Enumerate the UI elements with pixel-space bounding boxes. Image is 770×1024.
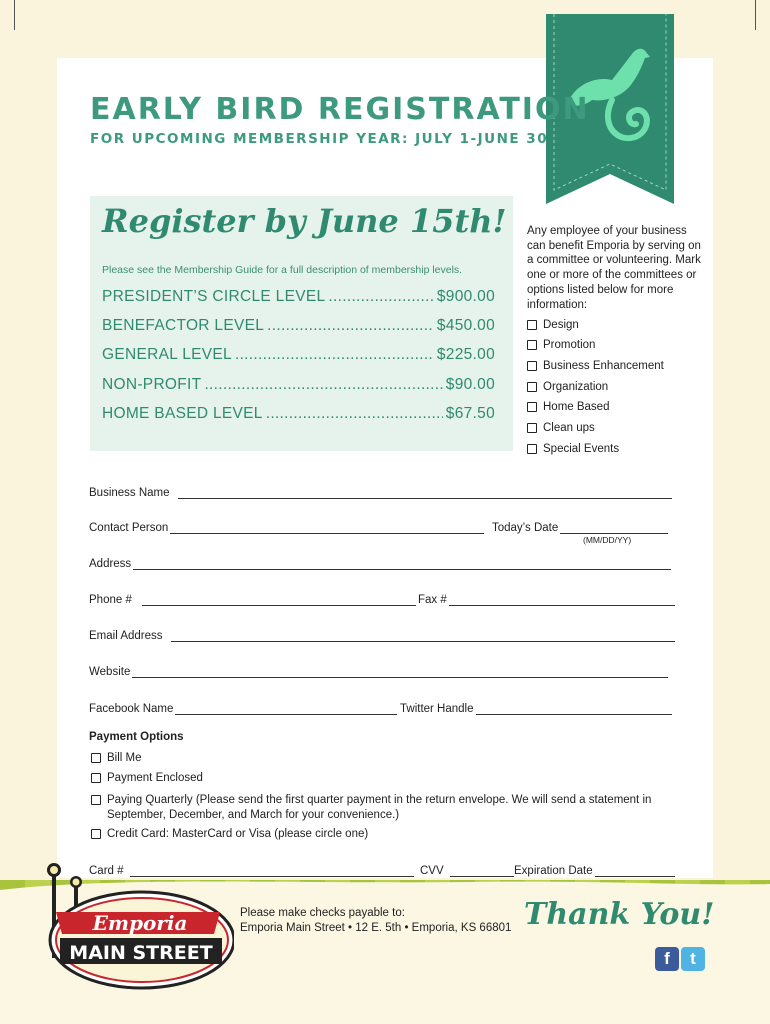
checkbox-icon[interactable] <box>527 423 537 433</box>
emporia-main-street-logo <box>34 860 234 1000</box>
level-name: HOME BASED LEVEL <box>102 405 263 422</box>
level-price: $450.00 <box>436 317 495 334</box>
level-presidents-circle[interactable] <box>102 288 495 306</box>
checkbox-icon[interactable] <box>91 829 101 839</box>
committees-intro: Any employee of your business can benefit Emporia by serving on a committee or volunteering. Mark one or more of the committees or options listed below for more information: <box>527 225 701 311</box>
contact-person-input[interactable] <box>170 521 484 534</box>
checkbox-icon[interactable] <box>527 340 537 350</box>
checkbox-icon[interactable] <box>91 795 101 805</box>
thank-you-text: Thank You! <box>524 897 715 932</box>
checkbox-icon[interactable] <box>91 753 101 763</box>
email-field: Email Address <box>89 629 675 642</box>
fax-field: Fax # <box>418 593 675 606</box>
payment-option-quarterly[interactable]: Paying Quarterly (Please send the first quarter payment in the return envelope. We will send a statement in September, December, and March for your convenience.) <box>91 793 661 823</box>
committee-option[interactable]: Design <box>527 319 579 331</box>
phone-input[interactable] <box>142 593 416 606</box>
leader-dots <box>267 317 434 335</box>
card-number-field: Card # <box>89 864 414 877</box>
email-input[interactable] <box>171 629 675 642</box>
crop-mark <box>755 0 756 30</box>
expiration-date-input[interactable] <box>595 864 675 877</box>
committee-option[interactable]: Home Based <box>527 401 609 413</box>
checkbox-icon[interactable] <box>527 382 537 392</box>
business-name-field: Business Name <box>89 486 672 499</box>
facebook-name-field: Facebook Name <box>89 702 397 715</box>
level-name: GENERAL LEVEL <box>102 346 232 363</box>
committee-option[interactable]: Business Enhancement <box>527 360 664 372</box>
website-field: Website <box>89 665 668 678</box>
committee-option[interactable]: Clean ups <box>527 422 595 434</box>
level-benefactor[interactable] <box>102 317 495 335</box>
payment-option-enclosed[interactable]: Payment Enclosed <box>91 771 203 786</box>
checks-payable-note: Please make checks payable to: Emporia Main Street • 12 E. 5th • Emporia, KS 66801 <box>240 907 512 934</box>
address-input[interactable] <box>133 557 671 570</box>
contact-person-field: Contact Person <box>89 521 484 534</box>
business-name-input[interactable] <box>178 486 672 499</box>
page-subtitle: FOR UPCOMING MEMBERSHIP YEAR: JULY 1-JUNE 30 <box>90 131 549 147</box>
checkbox-icon[interactable] <box>527 361 537 371</box>
address-field: Address <box>89 557 671 570</box>
payment-options-heading: Payment Options <box>89 731 184 743</box>
checkbox-icon[interactable] <box>527 402 537 412</box>
twitter-handle-field: Twitter Handle <box>400 702 672 715</box>
committee-option[interactable]: Special Events <box>527 443 619 455</box>
facebook-name-input[interactable] <box>175 702 397 715</box>
twitter-handle-input[interactable] <box>476 702 672 715</box>
checkbox-icon[interactable] <box>527 444 537 454</box>
level-price: $67.50 <box>445 405 495 422</box>
todays-date-field: Today’s Date <box>492 521 668 534</box>
committee-option[interactable]: Promotion <box>527 339 595 351</box>
fax-input[interactable] <box>449 593 675 606</box>
facebook-icon[interactable]: f <box>655 947 679 971</box>
cvv-input[interactable] <box>450 864 514 877</box>
leader-dots <box>235 346 434 364</box>
crop-mark <box>14 0 15 30</box>
level-non-profit[interactable] <box>102 376 495 394</box>
checkbox-icon[interactable] <box>91 773 101 783</box>
expiration-date-field: Expiration Date <box>514 864 675 877</box>
leader-dots <box>204 376 442 394</box>
todays-date-input[interactable] <box>560 521 668 534</box>
cvv-field: CVV <box>420 864 514 877</box>
logo-emporia-text: Emporia <box>92 911 188 935</box>
level-price: $900.00 <box>436 288 495 305</box>
level-home-based[interactable] <box>102 405 495 423</box>
level-price: $90.00 <box>445 376 495 393</box>
membership-guide-note: Please see the Membership Guide for a full description of membership levels. <box>102 264 463 276</box>
website-input[interactable] <box>132 665 668 678</box>
leader-dots <box>328 288 433 306</box>
payment-option-credit-card[interactable]: Credit Card: MasterCard or Visa (please circle one) <box>91 827 368 842</box>
level-name: BENEFACTOR LEVEL <box>102 317 265 334</box>
date-format-hint: (MM/DD/YY) <box>583 535 632 545</box>
committee-option[interactable]: Organization <box>527 381 608 393</box>
level-general[interactable] <box>102 346 495 364</box>
checkbox-icon[interactable] <box>527 320 537 330</box>
level-price: $225.00 <box>436 346 495 363</box>
page-title: EARLY BIRD REGISTRATION <box>90 92 590 127</box>
level-name: NON-PROFIT <box>102 376 202 393</box>
phone-field: Phone # <box>89 593 416 606</box>
leader-dots <box>266 405 443 423</box>
twitter-icon[interactable]: t <box>681 947 705 971</box>
level-name: PRESIDENT’S CIRCLE LEVEL <box>102 288 326 305</box>
payment-option-bill-me[interactable]: Bill Me <box>91 751 142 766</box>
logo-main-street-text: MAIN STREET <box>69 942 213 964</box>
register-deadline-headline: Register by June 15th! <box>102 202 507 240</box>
